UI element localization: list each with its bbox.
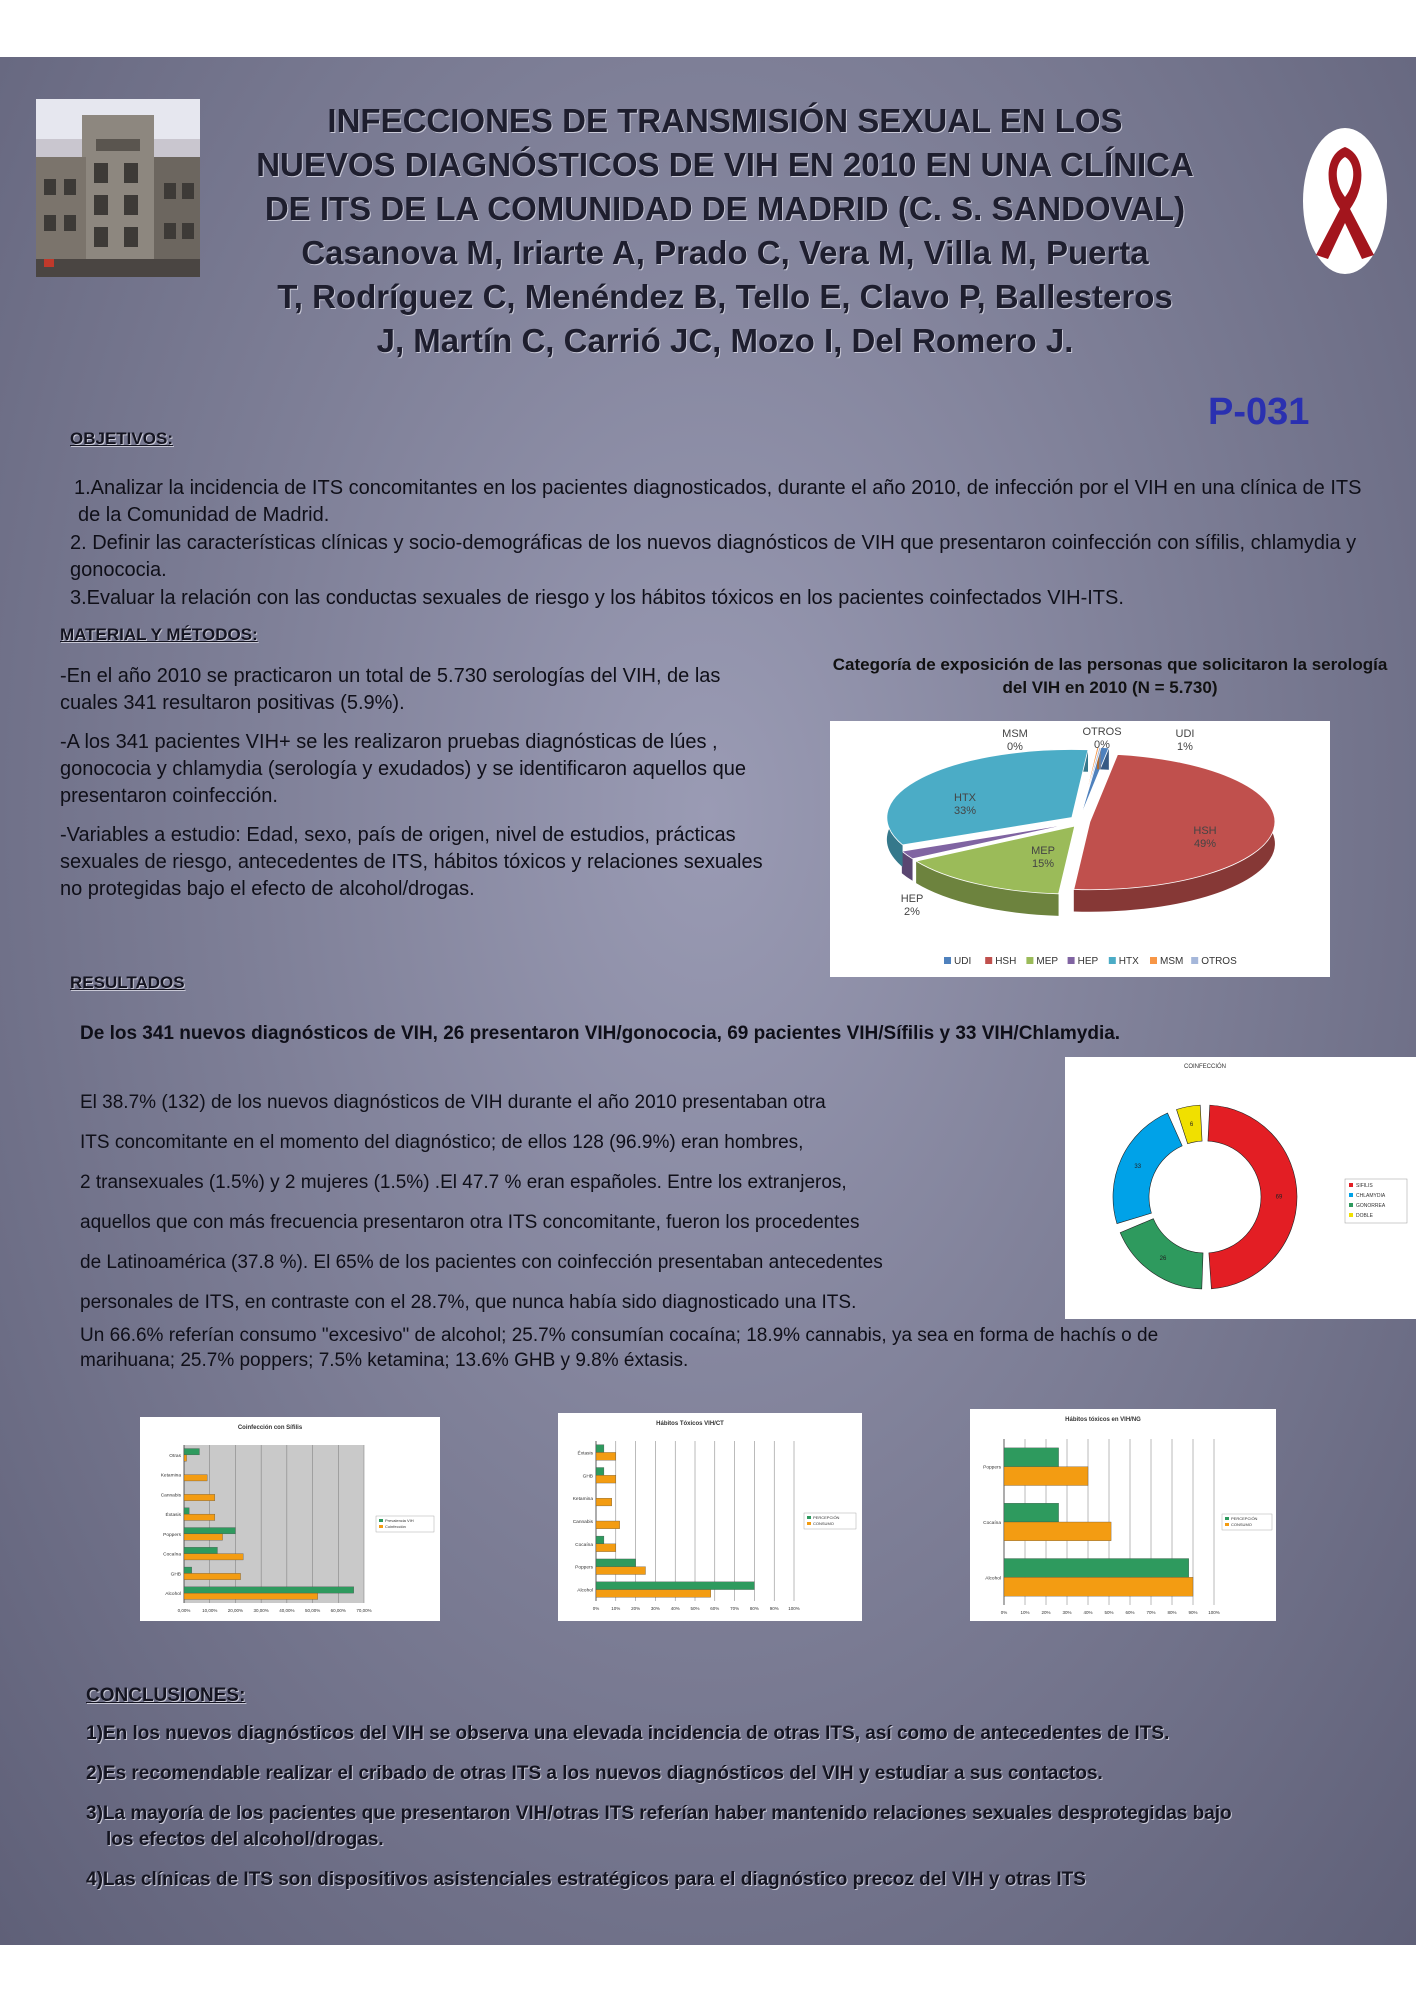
- legend-label: GONORREA: [1356, 1203, 1386, 1209]
- tick-label: 90%: [769, 1606, 779, 1611]
- tick-label: 70%: [1146, 1610, 1156, 1615]
- tick-label: 20,00%: [227, 1608, 244, 1613]
- objetivo-item: 1.Analizar la incidencia de ITS concomitantes en los pacientes diagnosticados, durante el año 2010, de infección por el VIH en una clínica de ITS de la Comunidad de Madrid.: [74, 477, 1362, 526]
- bar-chart-title: Hábitos Tóxicos VIH/CT: [656, 1421, 724, 1427]
- legend-swatch: [379, 1519, 383, 1522]
- category-label: Cocaína: [163, 1552, 181, 1558]
- tick-label: 50%: [690, 1606, 700, 1611]
- conclusiones-list: [86, 1721, 1246, 1907]
- category-label: Poppers: [575, 1565, 593, 1571]
- conclusion-item: 1)En los nuevos diagnósticos del VIH se observa una elevada incidencia de otras ITS, así como de antecedentes de ITS.: [86, 1723, 1170, 1744]
- category-label: Cocaína: [575, 1542, 593, 1548]
- legend-label: Coinfección: [385, 1524, 406, 1529]
- bar-poppers: [184, 1534, 223, 1540]
- category-label: Ketamina: [572, 1497, 593, 1503]
- material-heading: MATERIAL Y MÉTODOS:: [60, 625, 258, 644]
- donut-value-label: 26: [1159, 1255, 1167, 1262]
- tick-label: 70,00%: [356, 1608, 372, 1613]
- material-paragraph: -En el año 2010 se practicaron un total de 5.730 serologías del VIH, de las cuales 341 resultaron positivas (5.9%).: [60, 665, 721, 714]
- bar-éxtasis: [184, 1514, 215, 1520]
- donut-value-label: 69: [1275, 1194, 1283, 1201]
- bar-ghb: [184, 1567, 192, 1573]
- bar-poppers: [1004, 1448, 1059, 1467]
- tick-label: 60%: [1125, 1610, 1135, 1615]
- legend-swatch: [944, 957, 951, 964]
- bar-alcohol: [1004, 1559, 1189, 1578]
- objetivos-list: [70, 475, 1380, 613]
- tick-label: 0,00%: [177, 1608, 191, 1613]
- poster: [0, 57, 1416, 1945]
- bar-chart-title: Coinfección con Sífilis: [237, 1425, 303, 1431]
- material-paragraph: -A los 341 pacientes VIH+ se les realizaron pruebas diagnósticas de lúes , gonococia y chlamydia (serología y exudados) y se identificaron aquellos que presentaron coinfección.: [60, 731, 746, 807]
- legend-swatch: [1225, 1523, 1229, 1526]
- legend-swatch: [1026, 957, 1033, 964]
- pie-label-value: 33%: [953, 805, 977, 817]
- bar-alcohol: [596, 1590, 711, 1598]
- resultados-line: 2 transexuales (1.5%) y 2 mujeres (1.5%) .El 47.7 % eran españoles. Entre los extranjeros,: [80, 1172, 847, 1193]
- poster-number: P-031: [1208, 391, 1310, 433]
- bar-alcohol: [596, 1582, 754, 1590]
- resultados-line: personales de ITS, en contraste con el 28.7%, que nunca había sido diagnosticado una ITS.: [80, 1292, 857, 1313]
- building-photo: [36, 99, 200, 277]
- bar-ketamina: [184, 1475, 207, 1481]
- bar-chart-title: Hábitos tóxicos en VIH/NG: [1065, 1417, 1141, 1423]
- authors-line: T, Rodríguez C, Menéndez B, Tello E, Clavo P, Ballesteros: [277, 278, 1173, 315]
- tick-label: 0%: [1000, 1610, 1008, 1615]
- category-label: GHB: [582, 1474, 593, 1480]
- category-label: Cannabis: [572, 1520, 593, 1525]
- legend-label: SIFILIS: [1356, 1183, 1373, 1189]
- bar-alcohol: [184, 1593, 318, 1599]
- tick-label: 60%: [710, 1606, 720, 1611]
- legend-label: HSH: [995, 956, 1017, 967]
- category-label: Alcohol: [577, 1588, 593, 1594]
- pie-label-value: 1%: [1177, 741, 1193, 753]
- authors-line: Casanova M, Iriarte A, Prado C, Vera M, Villa M, Puerta: [301, 234, 1149, 271]
- category-label: Cocaína: [983, 1521, 1001, 1526]
- legend-label: PERCEPCIÓN: [813, 1515, 840, 1520]
- donut-segment-chlamydia: [1113, 1113, 1182, 1224]
- red-ribbon-icon: [1302, 127, 1388, 275]
- donut-value-label: 33: [1134, 1164, 1142, 1171]
- tick-label: 50%: [1104, 1610, 1114, 1615]
- conclusiones-heading: CONCLUSIONES:: [86, 1685, 246, 1706]
- bar-otras: [184, 1455, 187, 1461]
- legend-label: CONSUMO: [1231, 1522, 1252, 1527]
- legend-label: HEP: [1077, 956, 1099, 967]
- pie-label-name: MEP: [1031, 845, 1055, 857]
- pie-label-value: 0%: [1007, 741, 1023, 753]
- bar-ghb: [596, 1468, 604, 1476]
- bar-cocaína: [1004, 1522, 1111, 1541]
- title-line: NUEVOS DIAGNÓSTICOS DE VIH EN 2010 EN UNA CLÍNICA: [256, 146, 1194, 183]
- legend-label: MSM: [1160, 956, 1184, 967]
- category-label: Poppers: [163, 1532, 181, 1538]
- legend-swatch: [1349, 1213, 1353, 1217]
- pie-label-name: HSH: [1193, 825, 1217, 837]
- tick-label: 80%: [1167, 1610, 1177, 1615]
- tick-label: 0%: [592, 1606, 600, 1611]
- legend-swatch: [1068, 957, 1075, 964]
- legend-label: DOBLE: [1356, 1213, 1373, 1219]
- pie-label-name: HTX: [954, 792, 976, 804]
- legend-label: CONSUMO: [813, 1521, 834, 1526]
- tick-label: 10,00%: [202, 1608, 218, 1613]
- resultados-line: ITS concomitante en el momento del diagnóstico; de ellos 128 (96.9%) eran hombres,: [80, 1132, 804, 1153]
- bar-cocaína: [1004, 1503, 1059, 1522]
- bar-poppers: [596, 1559, 636, 1567]
- pie-label-value: 2%: [904, 906, 920, 918]
- objetivos-heading: OBJETIVOS:: [70, 429, 173, 448]
- bar-éxtasis: [596, 1452, 616, 1460]
- bar-cocaína: [184, 1547, 217, 1553]
- bar-cocaína: [596, 1536, 604, 1544]
- category-label: Alcohol: [165, 1592, 181, 1598]
- tick-label: 20%: [631, 1606, 641, 1611]
- legend-swatch: [1109, 957, 1116, 964]
- category-label: Ketamina: [160, 1473, 181, 1479]
- pie-label-value: 0%: [1094, 739, 1110, 751]
- conclusion-item: 3)La mayoría de los pacientes que presentaron VIH/otras ITS referían haber mantenido relaciones sexuales desprotegidas bajo los efectos del alcohol/drogas.: [86, 1803, 1232, 1850]
- objetivo-item: 3.Evaluar la relación con las conductas sexuales de riesgo y los hábitos tóxicos en los pacientes coinfectados VIH-ITS.: [70, 587, 1124, 609]
- legend-swatch: [1349, 1183, 1353, 1187]
- legend-label: MEP: [1036, 956, 1059, 967]
- bar-cocaína: [596, 1544, 616, 1552]
- authors-line: J, Martín C, Carrió JC, Mozo I, Del Romero J.: [376, 322, 1074, 359]
- legend-swatch: [807, 1516, 811, 1519]
- legend-swatch: [1191, 957, 1198, 964]
- pie-label-name: HEP: [900, 893, 924, 905]
- tick-label: 40%: [670, 1606, 680, 1611]
- coinfection-donut-chart: [1065, 1057, 1416, 1319]
- tick-label: 30,00%: [253, 1608, 269, 1613]
- category-label: GHB: [170, 1572, 181, 1578]
- syphilis-bar-chart: [140, 1417, 440, 1621]
- legend-label: OTROS: [1201, 956, 1237, 967]
- resultados-text: [80, 1083, 1060, 1323]
- donut-value-label: 6: [1189, 1122, 1194, 1129]
- bar-poppers: [596, 1567, 646, 1575]
- resultados-tail: Un 66.6% referían consumo "excesivo" de alcohol; 25.7% consumían cocaína; 18.9% cannabis, ya sea en forma de hachís o de marihuana; 25.7% poppers; 7.5% ketamina; 13.6% GHB y 9.8% éxtasis.: [80, 1325, 1159, 1371]
- bar-ghb: [184, 1573, 241, 1579]
- bar-éxtasis: [184, 1508, 189, 1514]
- bar-alcohol: [1004, 1577, 1193, 1596]
- tick-label: 70%: [730, 1606, 740, 1611]
- bar-cannabis: [596, 1521, 620, 1529]
- legend-swatch: [985, 957, 992, 964]
- tick-label: 50,00%: [304, 1608, 321, 1613]
- category-label: Poppers: [983, 1465, 1001, 1471]
- tick-label: 30%: [650, 1606, 660, 1611]
- resultados-line: aquellos que con más frecuencia presentaron otra ITS concomitante, fueron los procedentes: [80, 1212, 860, 1233]
- pie-label-name: UDI: [1175, 728, 1195, 740]
- legend-label: HTX: [1118, 956, 1139, 967]
- category-label: Éxtasis: [577, 1451, 593, 1457]
- donut-segment-gonorrea: [1120, 1219, 1203, 1289]
- legend-swatch: [1349, 1203, 1353, 1207]
- category-label: Alcohol: [985, 1576, 1001, 1582]
- donut-title: COINFECCIÓN: [1184, 1064, 1226, 1070]
- donut-segment-sifilis: [1208, 1105, 1297, 1289]
- tick-label: 80%: [749, 1606, 759, 1611]
- bar-cannabis: [184, 1494, 215, 1500]
- material-paragraph: -Variables a estudio: Edad, sexo, país de origen, nivel de estudios, prácticas sexuales de riesgo, antecedentes de ITS, hábitos tóxicos y relaciones sexuales no protegidas bajo el efecto de alcohol/drogas.: [60, 824, 763, 900]
- title-line: DE ITS DE LA COMUNIDAD DE MADRID (C. S. SANDOVAL): [264, 190, 1186, 227]
- tick-label: 100%: [788, 1606, 800, 1611]
- tick-label: 10%: [1020, 1610, 1030, 1615]
- tick-label: 100%: [1208, 1610, 1220, 1615]
- tick-label: 40%: [1083, 1610, 1093, 1615]
- category-label: Éxtasis: [165, 1513, 181, 1519]
- resultados-line: El 38.7% (132) de los nuevos diagnósticos de VIH durante el año 2010 presentaban otra: [80, 1092, 826, 1113]
- tick-label: 40,00%: [279, 1608, 295, 1613]
- resultados-line: de Latinoamérica (37.8 %). El 65% de los pacientes con coinfección presentaban antecedentes: [80, 1252, 883, 1273]
- title-line: INFECCIONES DE TRANSMISIÓN SEXUAL EN LOS: [327, 102, 1123, 139]
- objetivo-item: 2. Definir las características clínicas y socio-demográficas de los nuevos diagnósticos de VIH que presentaron coinfección con sífilis, chlamydia y gonococia.: [70, 532, 1357, 581]
- gonorrhea-bar-chart: [970, 1409, 1276, 1621]
- bar-alcohol: [184, 1587, 354, 1593]
- category-label: Otras: [169, 1453, 181, 1459]
- pie-label-name: OTROS: [1082, 726, 1122, 738]
- pie-label-value: 15%: [1031, 858, 1055, 870]
- tick-label: 30%: [1062, 1610, 1072, 1615]
- conclusion-item: 2)Es recomendable realizar el cribado de otras ITS a los nuevos diagnósticos del VIH y estudiar a sus contactos.: [86, 1763, 1103, 1784]
- legend-swatch: [807, 1522, 811, 1525]
- bar-ghb: [596, 1475, 616, 1483]
- tick-label: 10%: [611, 1606, 621, 1611]
- tick-label: 90%: [1188, 1610, 1198, 1615]
- legend-swatch: [1150, 957, 1157, 964]
- pie-label-value: 49%: [1193, 838, 1217, 850]
- pie-label-name: MSM: [1002, 728, 1028, 740]
- donut-legend-box: [1345, 1179, 1407, 1223]
- legend-label: PERCEPCIÓN: [1231, 1516, 1258, 1521]
- chlamydia-bar-chart: [558, 1413, 862, 1621]
- bar-ketamina: [596, 1498, 612, 1506]
- tick-label: 20%: [1041, 1610, 1051, 1615]
- conclusion-item: 4)Las clínicas de ITS son dispositivos asistenciales estratégicos para el diagnóstico precoz del VIH y otras ITS: [86, 1869, 1086, 1890]
- objetivos-heading-text: OBJETIVOS: [70, 429, 168, 448]
- material-text: [60, 663, 780, 903]
- exposure-pie-chart: [830, 721, 1330, 977]
- legend-swatch: [379, 1525, 383, 1528]
- legend-label: CHLAMYDIA: [1356, 1193, 1386, 1199]
- bar-otras: [184, 1449, 199, 1455]
- bar-éxtasis: [596, 1445, 604, 1453]
- legend-swatch: [1225, 1517, 1229, 1520]
- poster-title: [200, 99, 1250, 363]
- exposure-chart-title: Categoría de exposición de las personas que solicitaron la serología del VIH en 2010 (N = 5.730): [832, 655, 1388, 697]
- category-label: Cannabis: [160, 1493, 181, 1499]
- bar-poppers: [1004, 1467, 1088, 1486]
- legend-label: Prevalencia VIH: [385, 1518, 414, 1523]
- tick-label: 60,00%: [330, 1608, 346, 1613]
- bar-poppers: [184, 1528, 235, 1534]
- resultados-heading: RESULTADOS: [70, 973, 185, 992]
- bar-cocaína: [184, 1554, 243, 1560]
- legend-swatch: [1349, 1193, 1353, 1197]
- resultados-lead: De los 341 nuevos diagnósticos de VIH, 26 presentaron VIH/gonococia, 69 pacientes VIH/Sífilis y 33 VIH/Chlamydia.: [80, 1023, 1121, 1044]
- legend-label: UDI: [954, 956, 972, 967]
